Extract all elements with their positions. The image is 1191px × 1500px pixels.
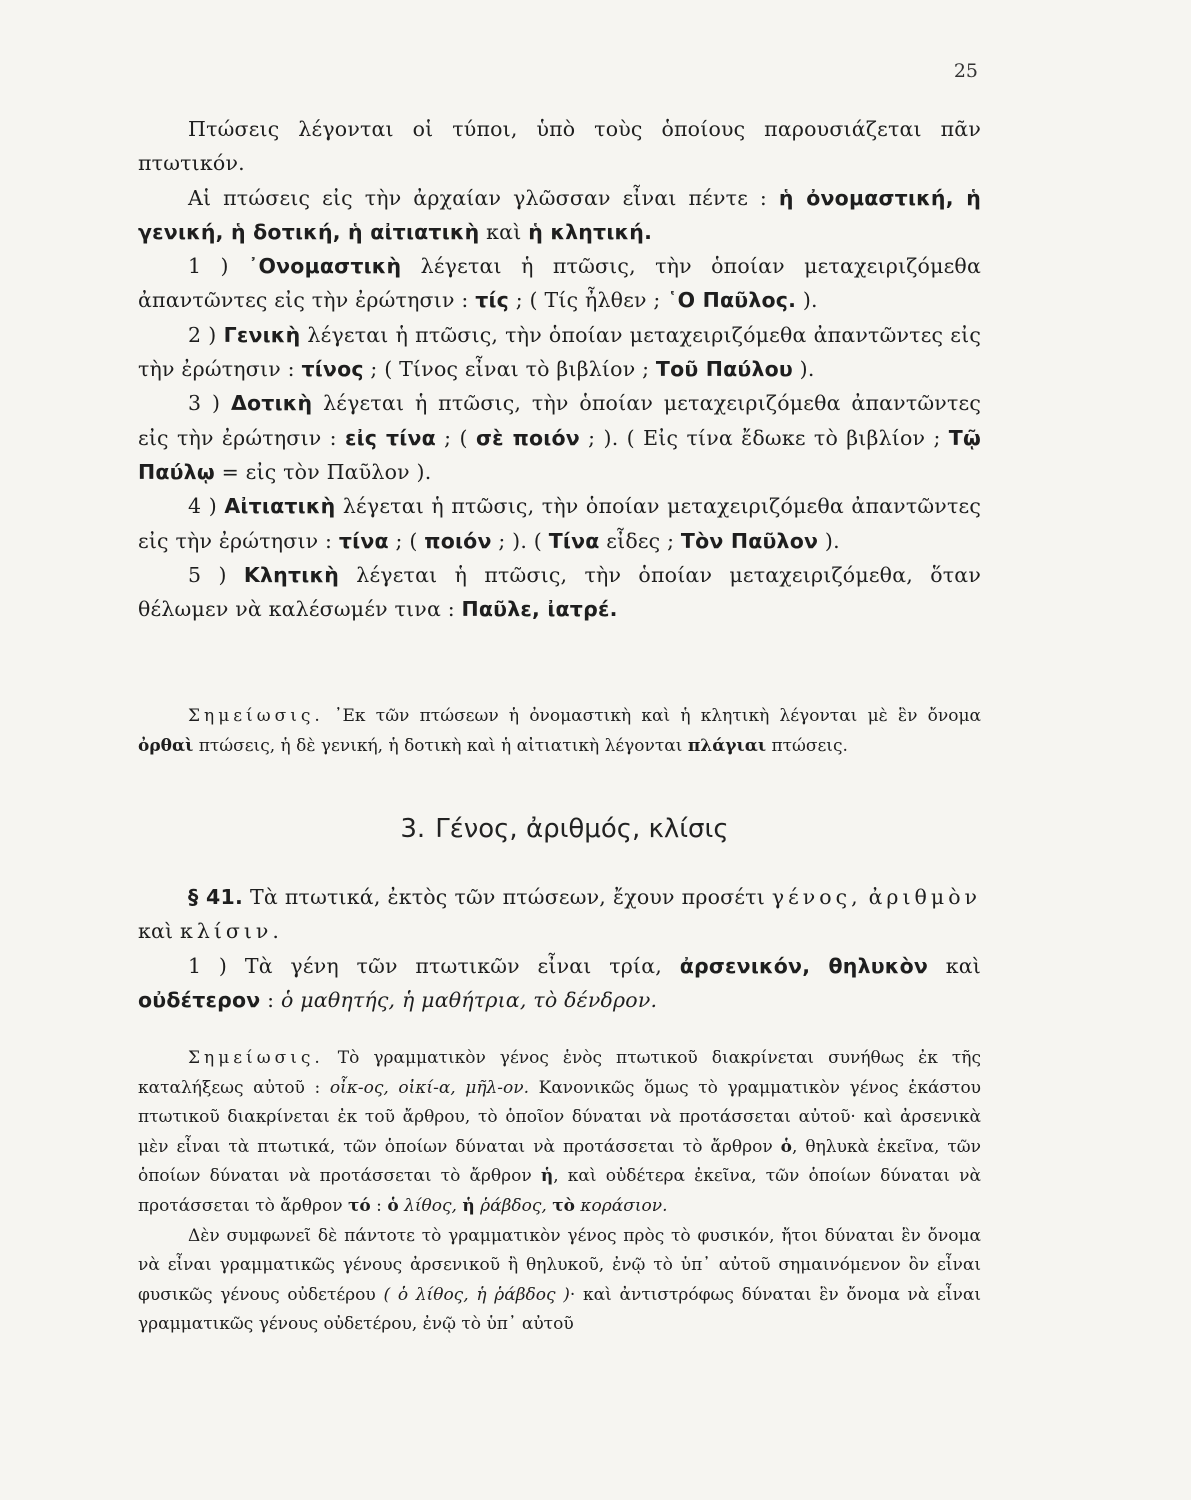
- section-text-block: [138, 880, 981, 1017]
- note-natural-gender: [138, 1222, 981, 1340]
- bold-term: τίνα: [338, 528, 389, 553]
- page-number: 25: [953, 60, 978, 82]
- text-run: ).: [796, 288, 818, 313]
- bold-term: ὁ: [780, 1136, 792, 1157]
- text-run: ᾽Εκ τῶν πτώσεων ἡ ὀνομαστικὴ καὶ ἡ κλητικὴ λέγονται μὲ ἓν ὄνομα: [323, 706, 981, 726]
- spaced-term: ἀριθμὸν: [868, 885, 981, 909]
- paragraph-genders: [138, 949, 981, 1018]
- bold-term: ἡ: [462, 1195, 475, 1216]
- text-run: :: [370, 1195, 388, 1216]
- bold-term: Τὸν Παῦλον: [680, 528, 819, 553]
- bold-term: Παῦλε, ἰατρέ.: [461, 597, 618, 622]
- paragraph-dative: [138, 386, 981, 489]
- bold-term: τίνος: [301, 357, 364, 382]
- bold-term: Τίνα: [548, 528, 600, 553]
- bold-term: πλάγιαι: [687, 735, 767, 756]
- bold-term: Κλητικὴ: [243, 562, 340, 587]
- italic-example: οἶκ-ος, οἰκί-α, μῆλ-ον.: [329, 1077, 530, 1098]
- bold-term: ὁ: [387, 1195, 399, 1216]
- text-run: καὶ: [928, 953, 982, 978]
- text-run: ; ). (: [491, 528, 549, 553]
- bold-term: Αἰτιατικὴ: [224, 494, 336, 519]
- spaced-term: Σημείωσις.: [188, 1048, 324, 1068]
- text-run: πτώσεις, ἡ δὲ γενική, ἡ δοτικὴ καὶ ἡ αἰτιατικὴ λέγονται: [193, 735, 688, 756]
- text-run: λέγεται ἡ πτῶσις, τὴν ὁποίαν μεταχειριζόμεθα ἀπαντῶντες εἰς τὴν ἐρώτησιν :: [138, 391, 982, 450]
- bold-term: ᾽Ονομαστικὴ: [248, 254, 402, 279]
- bold-term: ὀρθαὶ: [138, 735, 194, 756]
- spaced-term: γένος,: [771, 885, 862, 909]
- bold-term: ἡ κλητική.: [528, 219, 653, 244]
- text-run: = εἰς τὸν Παῦλον ).: [214, 459, 432, 484]
- text-run: ; ( Τίνος εἶναι τὸ βιβλίον ;: [363, 357, 656, 382]
- paragraph-five-cases: [138, 181, 981, 250]
- bold-term: ἡ ὀνομαστική, ἡ γενική, ἡ δοτική, ἡ αἰτιατικὴ: [138, 185, 981, 244]
- spaced-term: Σημείωσις.: [188, 706, 324, 726]
- paragraph-vocative: [138, 558, 981, 627]
- text-run: καὶ: [479, 219, 529, 244]
- bold-term: ἡ: [540, 1166, 554, 1187]
- text-run: Τὸ γραμματικὸν γένος ἑνὸς πτωτικοῦ διακρίνεται συνήθως ἐκ τῆς καταλήξεως αὐτοῦ :: [138, 1048, 981, 1098]
- text-run: Αἱ πτώσεις εἰς τὴν ἀρχαίαν γλῶσσαν εἶναι πέντε :: [188, 185, 779, 210]
- section-number: 3.: [400, 814, 426, 844]
- bold-term: ἀρσενικόν, θηλυκὸν: [679, 953, 929, 978]
- text-run: Κανονικῶς ὅμως τὸ γραμματικὸν γένος ἑκάστου πτωτικοῦ διακρίνεται ἐκ τοῦ ἄρθρου, τὸ ὁποῖον δύναται νὰ προτάσσεται αὐτοῦ· καὶ ἀρσενικὰ μὲν εἶναι τὰ πτωτικά, τῶν ὁποίων δύναται νὰ προτάσσεται τὸ ἄρθρον: [138, 1077, 982, 1157]
- text-run: :: [260, 987, 281, 1012]
- text-run: ).: [792, 357, 815, 382]
- text-run: , καὶ οὐδέτερα ἐκεῖνα, τῶν ὁποίων δύναται νὰ προτάσσεται τὸ ἄρθρον: [138, 1166, 981, 1216]
- italic-example: κοράσιον.: [580, 1195, 668, 1216]
- main-text-block: [138, 112, 981, 626]
- section-title: Γένος, ἀριθμός, κλίσις: [435, 814, 729, 844]
- italic-example: ὁ μαθητής, ἡ μαθήτρια, τὸ δένδρον.: [281, 987, 658, 1012]
- note-block-1: [138, 702, 981, 761]
- text-run: Δὲν συμφωνεῖ δὲ πάντοτε τὸ γραμματικὸν γένος πρὸς τὸ φυσικόν, ἤτοι δύναται ἓν ὄνομα νὰ εἶναι γραμματικῶς γένους ἀρσενικοῦ ἢ θηλυκοῦ, ἐνῷ τὸ ὑπ᾽ αὐτοῦ σημαινόμενον ὂν εἶναι φυσικῶς γένους οὐδετέρου: [138, 1225, 981, 1305]
- text-run: Πτώσεις λέγονται οἱ τύποι, ὑπὸ τοὺς ὁποίους παρουσιάζεται πᾶν πτωτικόν.: [138, 117, 981, 176]
- section-heading: [138, 814, 981, 844]
- bold-term: § 41.: [188, 885, 243, 909]
- text-run: 1 ): [188, 254, 249, 279]
- text-run: ; (: [435, 425, 476, 450]
- bold-term: ῾Ο Παῦλος.: [667, 288, 797, 313]
- text-run: 1 ) Τὰ γένη τῶν πτωτικῶν εἶναι τρία,: [188, 953, 680, 978]
- text-run: ; (: [388, 528, 425, 553]
- italic-example: λίθος,: [404, 1195, 457, 1216]
- text-run: λέγεται ἡ πτῶσις, τὴν ὁποίαν μεταχειριζόμεθα ἀπαντῶντες εἰς τὴν ἐρώτησιν :: [138, 254, 981, 313]
- paragraph-41: [138, 880, 981, 949]
- bold-term: τὸ: [552, 1195, 575, 1216]
- paragraph-intro: [138, 112, 981, 181]
- spaced-term: κλίσιν.: [180, 919, 283, 944]
- note-grammatical-gender: [138, 1044, 981, 1222]
- italic-example: ῥάβδος,: [480, 1195, 547, 1216]
- text-run: λέγεται ἡ πτῶσις, τὴν ὁποίαν μεταχειριζόμεθα, ὅταν θέλωμεν νὰ καλέσωμέν τινα :: [138, 562, 981, 622]
- text-run: ; ). ( Εἰς τίνα ἔδωκε τὸ βιβλίον ;: [579, 425, 949, 450]
- text-run: Τὰ πτωτικά, ἐκτὸς τῶν πτώσεων, ἔχουν προσέτι: [242, 885, 772, 909]
- text-run: 4 ): [188, 494, 225, 519]
- text-run: , θηλυκὰ ἐκεῖνα, τῶν ὁποίων δύναται νὰ προτάσσεται τὸ ἄρθρον: [138, 1136, 981, 1187]
- paragraph-accusative: [138, 489, 981, 558]
- bold-term: Γενικὴ: [223, 322, 301, 347]
- bold-term: Τῷ Παύλῳ: [138, 425, 981, 484]
- text-run: 3 ): [188, 391, 231, 416]
- text-run: 2 ): [188, 322, 224, 347]
- text-run: λέγεται ἡ πτῶσις, τὴν ὁποίαν μεταχειριζόμεθα ἀπαντῶντες εἰς τὴν ἐρώτησιν :: [138, 494, 981, 553]
- text-run: εἶδες ;: [599, 528, 681, 553]
- text-run: λέγεται ἡ πτῶσις, τὴν ὁποίαν μεταχειριζόμεθα ἀπαντῶντες εἰς τὴν ἐρώτησιν :: [138, 322, 982, 382]
- bold-term: τό: [347, 1195, 371, 1216]
- text-run: ).: [818, 528, 840, 553]
- bold-term: Δοτικὴ: [230, 391, 313, 416]
- italic-example: ( ὁ λίθος, ἡ ῥάβδος ): [383, 1284, 570, 1305]
- bold-term: ποιόν: [424, 528, 492, 553]
- text-run: πτώσεις.: [766, 735, 848, 756]
- bold-term: οὐδέτερον: [138, 987, 261, 1012]
- text-run: καὶ: [138, 919, 181, 944]
- paragraph-genitive: [138, 318, 981, 387]
- note-block-2: [138, 1044, 981, 1340]
- bold-term: Τοῦ Παύλου: [655, 357, 793, 382]
- text-run: ; ( Τίς ἦλθεν ;: [509, 288, 668, 313]
- text-run: [862, 885, 869, 909]
- text-run: · καὶ ἀντιστρόφως δύναται ἓν ὄνομα νὰ εἶναι γραμματικῶς γένους οὐδετέρου, ἐνῷ τὸ ὑπ᾽ αὐτοῦ: [138, 1284, 982, 1335]
- paragraph-nominative: [138, 249, 981, 318]
- text-run: 5 ): [188, 562, 244, 587]
- bold-term: τίς: [475, 288, 510, 313]
- bold-term: σὲ ποιόν: [475, 425, 580, 450]
- note-cases: [138, 702, 981, 761]
- bold-term: εἰς τίνα: [344, 425, 436, 450]
